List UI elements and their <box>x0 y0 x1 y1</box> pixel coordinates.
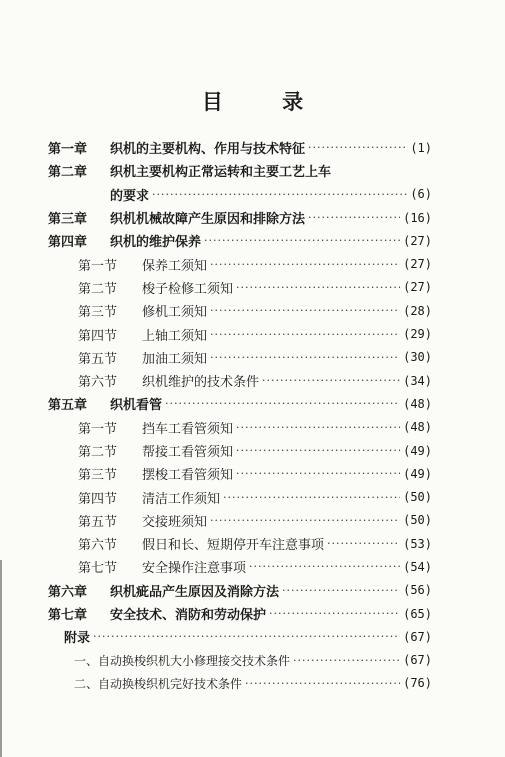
toc-entry[interactable] <box>48 252 432 275</box>
toc-entry-title: 加油工须知 <box>142 351 208 367</box>
toc-entry[interactable] <box>48 532 432 555</box>
toc-entry-page-number: (49) <box>403 466 432 481</box>
toc-entry-title: 假日和长、短期停开车注意事项 <box>142 538 325 554</box>
toc-entry-number: 第三章 <box>48 212 88 228</box>
toc-entry[interactable] <box>48 509 432 532</box>
dot-leader <box>223 491 400 504</box>
toc-entry-page-number: (56) <box>403 583 432 598</box>
toc-entry-title: 安全技术、消防和劳动保护 <box>110 608 267 624</box>
toc-entry[interactable] <box>48 625 432 648</box>
toc-entry-title: 清洁工作须知 <box>142 491 221 507</box>
dot-leader <box>308 211 400 224</box>
toc-entry-page-number: (67) <box>403 629 432 644</box>
toc-entry-title: 挡车工看管须知 <box>142 421 234 437</box>
toc-entry-title: 摆梭工看管须知 <box>142 468 234 484</box>
toc-entry-number: 第四节 <box>78 328 118 344</box>
toc-entry-number: 第五章 <box>48 398 88 414</box>
toc-entry-title: 二、自动换梭织机完好技术条件 <box>74 676 243 691</box>
toc-entry-title: 织机机械故障产生原因和排除方法 <box>110 212 306 228</box>
toc-entry-title: 修机工须知 <box>142 305 208 321</box>
toc-entry-title: 的要求 <box>110 188 150 204</box>
dot-leader <box>282 584 400 597</box>
toc-entry-number: 第三节 <box>78 305 118 321</box>
toc-entry-page-number: (34) <box>403 373 432 388</box>
toc-entry[interactable] <box>48 649 432 672</box>
toc-entry-title: 织机主要机构正常运转和主要工艺上车 <box>110 165 332 181</box>
page-title: 目 录 <box>201 89 330 114</box>
dot-leader <box>308 141 407 154</box>
toc-entry-number: 第七章 <box>48 608 88 624</box>
toc-entry-page-number: (50) <box>403 513 432 528</box>
toc-entry[interactable] <box>48 392 432 415</box>
table-of-contents <box>48 136 432 695</box>
toc-entry[interactable] <box>48 276 432 299</box>
toc-entry-number: 第七节 <box>78 561 118 577</box>
toc-entry-page-number: (28) <box>403 303 432 318</box>
dot-leader <box>152 188 407 201</box>
toc-entry[interactable] <box>48 136 432 159</box>
toc-entry-page-number: (48) <box>403 420 432 435</box>
toc-entry-page-number: (48) <box>403 396 432 411</box>
dot-leader <box>210 351 400 364</box>
toc-entry[interactable] <box>48 672 432 695</box>
toc-entry-number: 第二章 <box>48 165 88 181</box>
toc-entry-number: 第三节 <box>78 468 118 484</box>
toc-entry-page-number: (16) <box>403 210 432 225</box>
dot-leader <box>236 421 400 434</box>
toc-entry[interactable] <box>48 416 432 439</box>
toc-entry[interactable] <box>48 229 432 252</box>
dot-leader <box>236 281 400 294</box>
dot-leader <box>210 514 400 527</box>
dot-leader <box>262 374 400 387</box>
dot-leader <box>236 444 400 457</box>
toc-entry-page-number: (65) <box>403 606 432 621</box>
toc-entry[interactable] <box>48 299 432 322</box>
dot-leader <box>210 304 400 317</box>
toc-entry-title: 交接班须知 <box>142 514 208 530</box>
toc-entry-title: 织机维护的技术条件 <box>142 375 260 391</box>
toc-entry-page-number: (67) <box>403 653 432 668</box>
toc-entry-number: 第二节 <box>78 281 118 297</box>
toc-entry-title: 一、自动换梭织机大小修理接交技术条件 <box>74 653 291 668</box>
dot-leader <box>249 560 400 573</box>
dot-leader <box>165 397 400 410</box>
toc-entry-title: 织机的主要机构、作用与技术特征 <box>110 142 306 158</box>
toc-entry-title: 保养工须知 <box>142 258 208 274</box>
toc-entry-number: 第四节 <box>78 491 118 507</box>
toc-entry-title: 安全操作注意事项 <box>142 561 247 577</box>
toc-entry-title: 织机的维护保养 <box>110 235 202 251</box>
toc-entry-page-number: (30) <box>403 350 432 365</box>
dot-leader <box>269 607 400 620</box>
toc-entry[interactable] <box>48 462 432 485</box>
toc-entry-number: 第一节 <box>78 421 118 437</box>
dot-leader <box>210 328 400 341</box>
toc-entry-number: 第六节 <box>78 538 118 554</box>
toc-entry[interactable] <box>48 579 432 602</box>
toc-entry-page-number: (49) <box>403 443 432 458</box>
toc-entry-page-number: (6) <box>410 187 432 202</box>
toc-entry-page-number: (53) <box>403 536 432 551</box>
toc-entry[interactable] <box>48 602 432 625</box>
toc-entry[interactable] <box>48 159 432 182</box>
toc-entry-page-number: (27) <box>403 233 432 248</box>
toc-entry-title: 织机疵品产生原因及消除方法 <box>110 584 280 600</box>
dot-leader <box>204 234 400 247</box>
toc-entry-title: 梭子检修工须知 <box>142 281 234 297</box>
toc-entry[interactable] <box>48 206 432 229</box>
toc-entry[interactable] <box>48 555 432 578</box>
toc-entry-title: 帮接工看管须知 <box>142 445 234 460</box>
toc-entry-page-number: (76) <box>403 676 432 691</box>
toc-entry-page-number: (27) <box>403 280 432 295</box>
dot-leader <box>293 654 400 667</box>
toc-entry-page-number: (27) <box>403 257 432 272</box>
toc-entry-page-number: (54) <box>403 559 432 574</box>
toc-entry-page-number: (29) <box>403 327 432 342</box>
dot-leader <box>93 630 400 643</box>
toc-entry-page-number: (1) <box>410 140 432 155</box>
toc-entry-number: 第五节 <box>78 351 118 367</box>
toc-entry-title: 上轴工须知 <box>142 328 208 344</box>
toc-entry-number: 第五节 <box>78 514 118 530</box>
toc-entry-number: 第四章 <box>48 235 88 251</box>
dot-leader <box>245 677 400 690</box>
toc-entry-page-number: (50) <box>403 490 432 505</box>
toc-entry-title: 织机看管 <box>110 398 163 414</box>
toc-entry-number: 第二节 <box>78 445 118 460</box>
toc-entry[interactable] <box>48 369 432 392</box>
toc-entry[interactable] <box>48 183 432 206</box>
dot-leader <box>236 467 400 480</box>
toc-entry[interactable] <box>48 485 432 508</box>
dot-leader <box>210 258 400 271</box>
toc-entry[interactable] <box>48 439 432 462</box>
toc-entry[interactable] <box>48 346 432 369</box>
toc-entry[interactable] <box>48 322 432 345</box>
toc-entry-number: 第一章 <box>48 142 88 158</box>
toc-entry-number: 第一节 <box>78 258 118 274</box>
toc-entry-number: 第六章 <box>48 584 88 600</box>
dot-leader <box>327 537 400 550</box>
toc-entry-number: 第六节 <box>78 375 118 391</box>
scan-margin-line <box>0 560 2 757</box>
toc-entry-title: 附录 <box>64 631 91 647</box>
